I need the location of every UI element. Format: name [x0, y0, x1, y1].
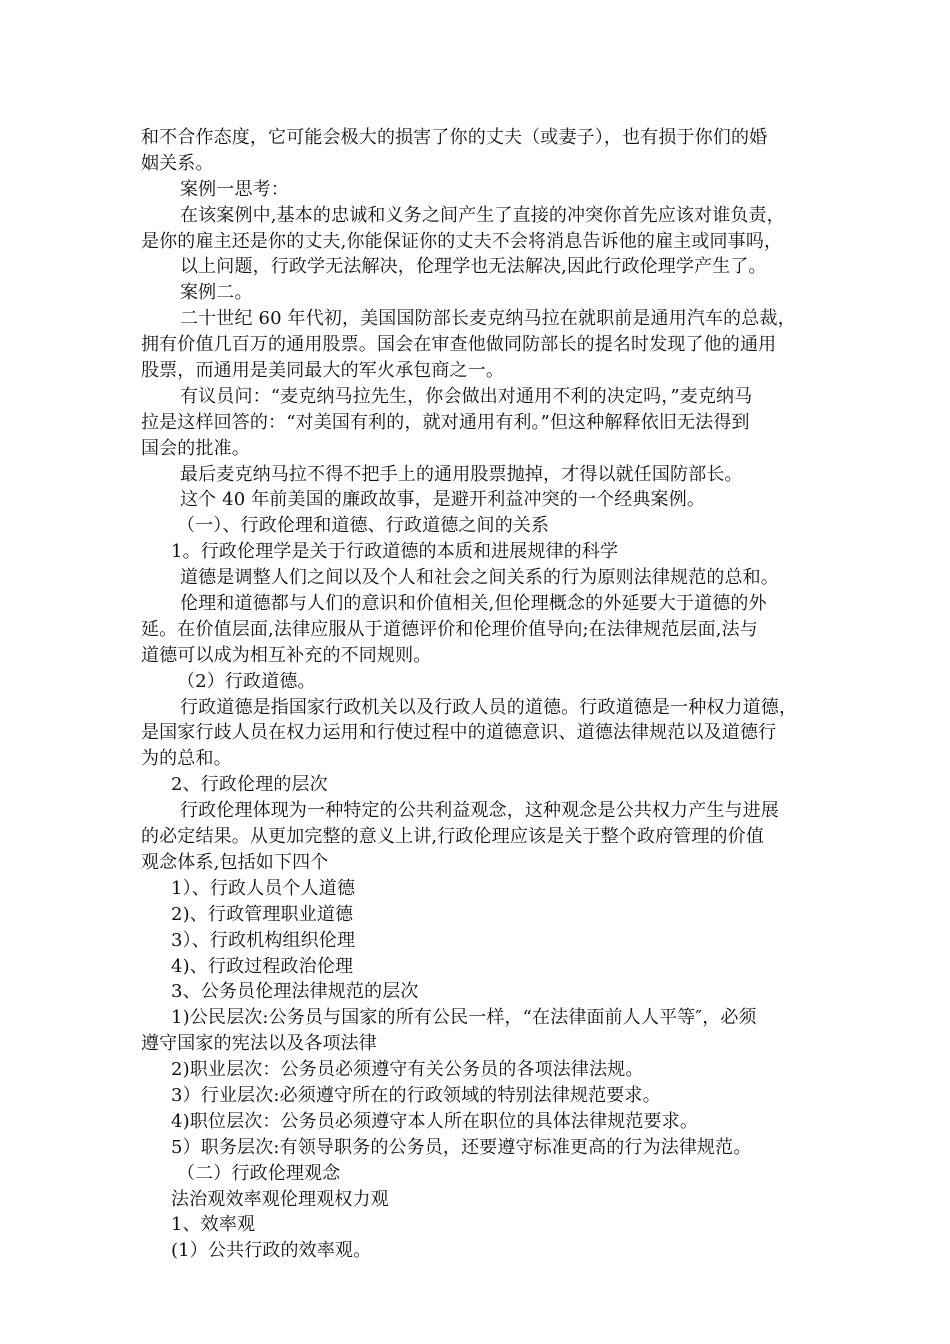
list-item: 1)公民层次:公务员与国家的所有公民一样，“在法律面前人人平等″，必须	[171, 1007, 757, 1029]
subsection-heading: 2、行政伦理的层次	[171, 774, 328, 796]
text-line: 这个 40 年前美国的廉政故事，是避开利益冲突的一个经典案例。	[180, 489, 705, 511]
subsection-heading: 1。行政伦理学是关于行政道德的本质和进展规律的科学	[171, 541, 619, 563]
section-heading: （一）、行政伦理和道德、行政道德之间的关系	[177, 515, 550, 537]
text-line: 和不合作态度，它可能会极大的损害了你的丈夫（或妻子），也有损于你们的婚	[141, 127, 768, 148]
text-line: 遵守国家的宪法以及各项法律	[141, 1033, 377, 1055]
text-line: 案例一思考：	[180, 178, 289, 200]
text-line: 的必定结果。从更加完整的意义上讲,行政伦理应该是关于整个政府管理的价值	[141, 826, 764, 848]
text-line: 拥有价值几百万的通用股票。国会在审查他做同防部长的提名时发现了他的通用	[141, 334, 777, 356]
text-line: 道德是调整人们之间以及个人和社会之间关系的行为原则法律规范的总和。	[180, 567, 779, 589]
text-line: 股票，而通用是美同最大的军火承包商之一。	[141, 360, 504, 382]
list-item: 5）职务层次:有领导职务的公务员，还要遵守标准更高的行为法律规范。	[171, 1136, 752, 1158]
text-line: 在该案例中,基本的忠诚和义务之间产生了直接的冲突你首先应该对谁负责，	[180, 204, 785, 226]
list-item: 4)、行政过程政治伦理	[171, 955, 354, 977]
list-item: 3）、行政机构组织伦理	[171, 929, 356, 951]
subsection-heading: （2）行政道德。	[177, 670, 316, 692]
subsection-heading: 1、效率观	[171, 1214, 256, 1236]
text-line: 延。在价值层面,法律应服从于道德评价和伦理价值导向;在法律规范层面,法与	[141, 618, 758, 640]
list-item: 4)职位层次：公务员必须遵守本人所在职位的具体法律规范要求。	[171, 1110, 698, 1132]
text-line: 有议员问：“麦克纳马拉先生，你会做出对通用不利的决定吗，”麦克纳马	[180, 385, 753, 407]
text-line: 行政道德是指国家行政机关以及行政人员的道德。行政道德是一种权力道德，	[180, 696, 798, 718]
text-line: 案例二。	[180, 282, 253, 304]
text-line: 姻关系。	[141, 152, 214, 174]
text-line: 以上问题，行政学无法解决，伦理学也无法解决,因此行政伦理学产生了。	[180, 256, 767, 278]
text-line: 观念体系,包括如下四个	[141, 851, 329, 873]
body-text	[141, 125, 841, 1264]
text-line: 二十世纪 60 年代初，美国国防部长麦克纳马拉在就职前是通用汽车的总裁，	[180, 308, 796, 330]
list-item: 2)职业层次：公务员必须遵守有关公务员的各项法律法规。	[171, 1059, 644, 1081]
text-line: 最后麦克纳马拉不得不把手上的通用股票抛掉，才得以就任国防部长。	[180, 463, 743, 485]
section-heading: （二）行政伦理观念	[177, 1162, 341, 1184]
text-line: 道德可以成为相互补充的不同规则。	[141, 644, 432, 666]
text-line: 拉是这样回答的：“对美国有利的，就对通用有利。”但这种解释依旧无法得到	[141, 411, 750, 433]
subsection-heading: (1）公共行政的效率观。	[171, 1240, 372, 1262]
text-line: 伦理和道德都与人们的意识和价值相关,但伦理概念的外延要大于道德的外	[180, 593, 767, 615]
text-line: 是国家行歧人员在权力运用和行使过程中的道德意识、道德法律规范以及道德行	[141, 722, 777, 744]
list-item: 3）行业层次:必须遵守所在的行政领域的特别法律规范要求。	[171, 1084, 661, 1106]
text-line: 行政伦理体现为一种特定的公共利益观念，这种观念是公共权力产生与进展	[180, 800, 779, 822]
text-line: 法治观效率观伦理观权力观	[171, 1188, 389, 1210]
list-item: 1）、行政人员个人道德	[171, 877, 356, 899]
subsection-heading: 3、公务员伦理法律规范的层次	[171, 981, 419, 1003]
text-line: 国会的批准。	[141, 437, 250, 459]
text-line: 为的总和。	[141, 748, 232, 770]
text-line: 是你的雇主还是你的丈夫,你能保证你的丈夫不会将消息告诉他的雇主或同事吗，	[141, 230, 783, 252]
list-item: 2)、行政管理职业道德	[171, 903, 354, 925]
